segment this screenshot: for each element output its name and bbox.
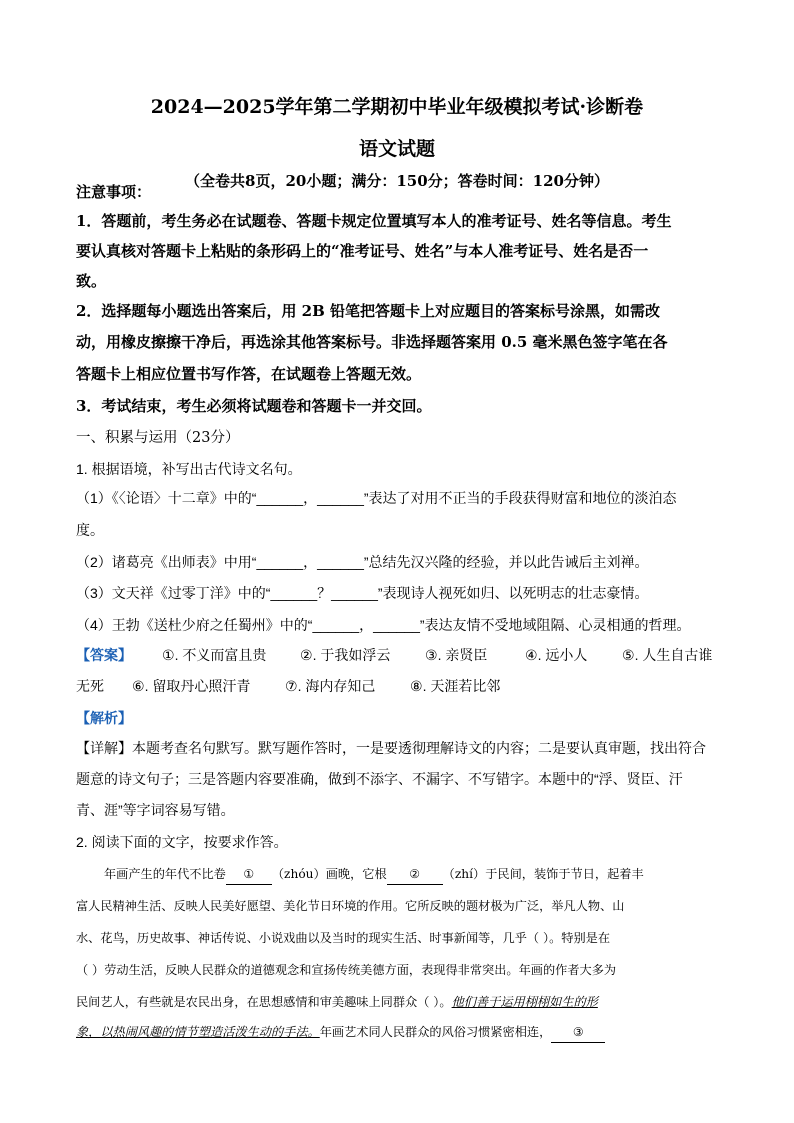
question-stem: 1. 根据语境，补写出古代诗文名句。 — [76, 461, 302, 477]
question-item: （1）《〈论语〉十二章》中的“______，______”表达了对用不正当的手段获得财富和地位的淡泊态 — [76, 490, 677, 506]
question-item: 度。 — [76, 522, 104, 538]
passage-line: 年画产生的年代不比卷 ① （zhóu）画晚，它根 ② （zhí）于民间，装饰于节日，起着丰 — [76, 864, 728, 885]
question-item: （4）王勃《送杜少府之任蜀州》中的“______，______”表达友情不受地域阻隔、心灵相通的哲理。 — [76, 617, 691, 633]
answer-item: ①. 不义而富且贵 — [162, 647, 267, 663]
passage-line: 水、花鸟，历史故事、神话传说、小说戏曲以及当时的现实生活、时事新闻等，几乎（ ）。特别是在 — [76, 931, 611, 945]
answer-item: ⑤. 人生自古谁 — [622, 647, 713, 663]
question-item: （2）诸葛亮《出师表》中用“______，______”总结先汉兴隆的经验，并以此告诫后主刘禅。 — [76, 554, 649, 570]
passage-line: 民间艺人，有些就是农民出身，在思想感情和审美趣味上同群众（ ）。他们善于运用栩栩如生的形 — [76, 995, 598, 1009]
notice-line: 3．考试结束，考生必须将试题卷和答题卡一并交回。 — [76, 397, 432, 415]
section-heading: 一、积累与运用（23分） — [76, 430, 240, 446]
blank-2[interactable]: ② — [387, 864, 443, 885]
passage-line: 富人民精神生活、反映人民美好愿望、美化节日环境的作用。它所反映的题材极为广泛，举凡人物、山 — [76, 899, 625, 913]
exam-title: 2024—2025学年第二学期初中毕业年级模拟考试·诊断卷 — [150, 96, 644, 118]
answer-item: ⑦. 海内存知己 — [285, 678, 376, 694]
answer-item: ④. 远小人 — [525, 647, 588, 663]
exam-meta: （全卷共8页，20小题；满分：150分；答卷时间：120分钟） — [185, 172, 609, 190]
answer-label: 【答案】 — [76, 647, 132, 663]
notice-line: 答题卡上相应位置书写作答，在试题卷上答题无效。 — [76, 365, 422, 383]
underlined-sentence: 他们善于运用栩栩如生的形 — [451, 995, 598, 1009]
question-item: （3）文天祥《过零丁洋》中的“______？______”表现诗人视死如归、以死明志的壮志豪情。 — [76, 585, 649, 601]
notice-line: 动，用橡皮擦擦干净后，再选涂其他答案标号。非选择题答案用 0.5 毫米黑色签字笔在各 — [76, 333, 668, 351]
analysis-text: 【详解】本题考查名句默写。默写题作答时，一是要透彻理解诗文的内容；二是要认真审题，找出符合 — [76, 740, 706, 756]
analysis-text: 青、涯”等字词容易写错。 — [76, 802, 235, 818]
analysis-label: 【解析】 — [76, 710, 132, 726]
answer-item: ⑧. 天涯若比邻 — [410, 678, 501, 694]
answer-item: ⑥. 留取丹心照汗青 — [132, 678, 251, 694]
notice-line: 致。 — [76, 272, 107, 290]
notice-line: 2．选择题每小题选出答案后，用 2B 铅笔把答题卡上对应题目的答案标号涂黑，如需改 — [76, 302, 661, 320]
notice-heading: 注意事项： — [76, 183, 152, 201]
question-stem: 2. 阅读下面的文字，按要求作答。 — [76, 834, 288, 850]
blank-3[interactable]: ③ — [551, 1022, 605, 1043]
answer-item: ②. 于我如浮云 — [300, 647, 391, 663]
exam-subject: 语文试题 — [358, 138, 435, 160]
notice-line: 1．答题前，考生务必在试题卷、答题卡规定位置填写本人的准考证号、姓名等信息。考生 — [76, 212, 672, 230]
underlined-sentence: 象，以热闹风趣的情节塑造活泼生动的手法。 — [76, 1025, 320, 1039]
answer-item: 无死 — [76, 678, 104, 694]
passage-line: （ ）劳动生活，反映人民群众的道德观念和宣扬传统美德方面，表现得非常突出。年画的作者大多为 — [76, 963, 617, 977]
answer-item: ③. 亲贤臣 — [425, 647, 488, 663]
analysis-text: 题意的诗文句子；三是答题内容要准确，做到不添字、不漏字、不写错字。本题中的“浮、贤臣、汗 — [76, 771, 683, 787]
blank-1[interactable]: ① — [226, 864, 272, 885]
notice-line: 要认真核对答题卡上粘贴的条形码上的“准考证号、姓名”与本人准考证号、姓名是否一 — [76, 242, 649, 260]
passage-line: 象，以热闹风趣的情节塑造活泼生动的手法。年画艺术同人民群众的风俗习惯紧密相连， ③ — [76, 1022, 700, 1043]
